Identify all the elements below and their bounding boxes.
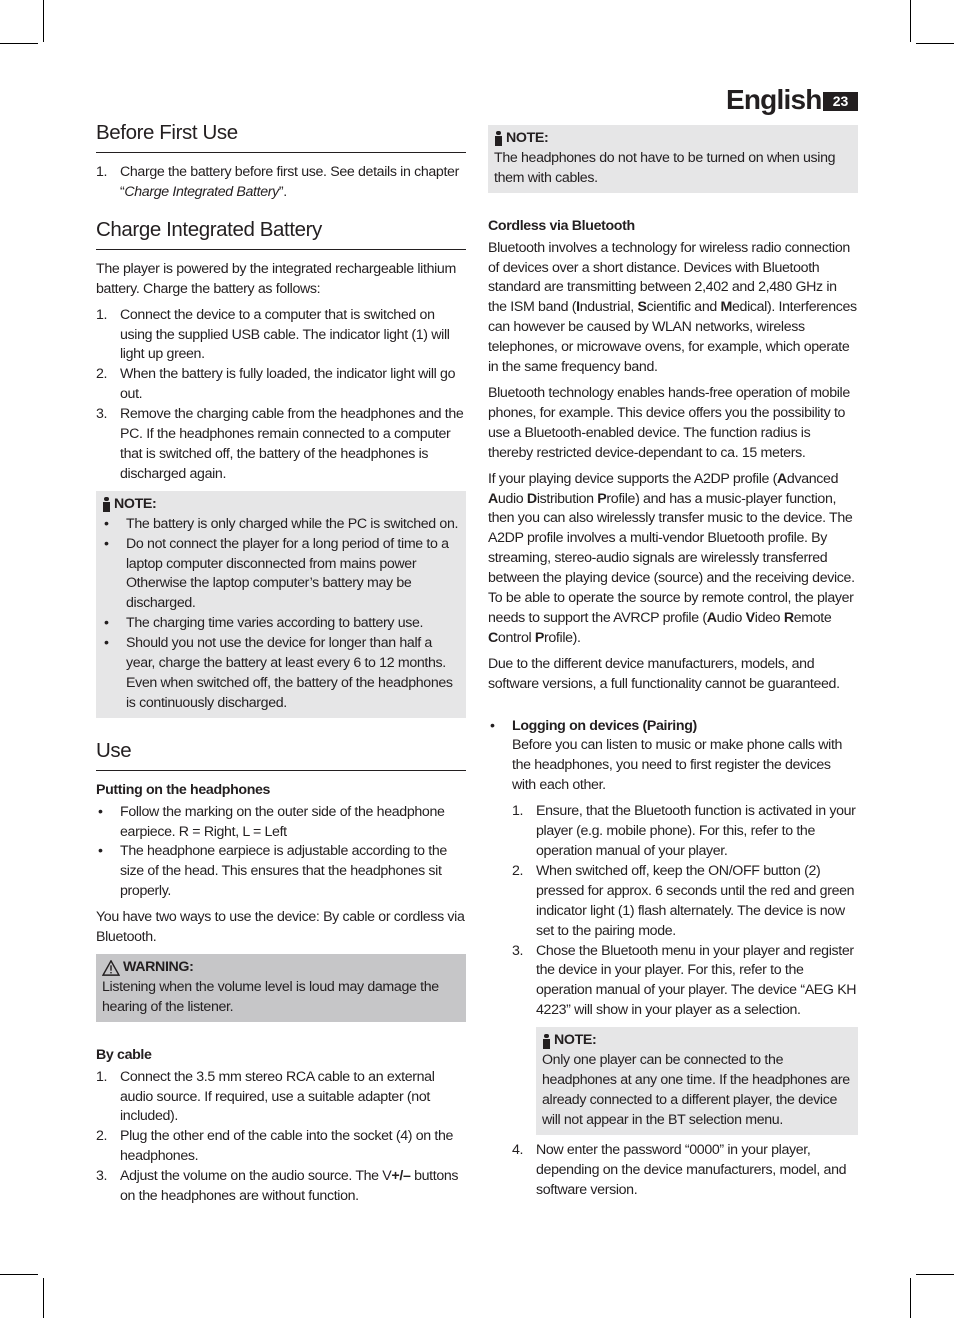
bullet: • xyxy=(104,535,109,552)
note-list xyxy=(102,515,460,714)
info-icon xyxy=(494,131,503,146)
item-text: Remove the charging cable from the headphones and the PC. If the headphones remain connected to a computer that is switched off, the battery of the headphones is discharged again. xyxy=(120,406,464,482)
warning-header xyxy=(102,958,460,978)
pairing-title: Logging on devices (Pairing) xyxy=(512,717,697,734)
item-number: 3. xyxy=(512,942,524,959)
pairing-list xyxy=(488,717,858,1201)
note-header xyxy=(542,1031,852,1051)
item-text-end: ”. xyxy=(278,183,287,200)
item-number: 2. xyxy=(512,862,524,879)
steps-list xyxy=(96,1068,466,1168)
note-label: NOTE: xyxy=(554,1032,597,1049)
item-number: 3. xyxy=(96,1168,108,1185)
crop-mark xyxy=(916,1274,954,1275)
crop-mark xyxy=(43,0,44,42)
crop-mark xyxy=(0,43,38,44)
item-text: The headphone earpiece is adjustable according to the size of the head. This ensures that the headphones sit properly. xyxy=(120,843,447,900)
bullet: • xyxy=(104,515,109,532)
list-item xyxy=(96,1167,466,1207)
list-item xyxy=(102,614,460,634)
list-item xyxy=(512,1141,858,1201)
list-item xyxy=(96,365,466,405)
item-text: Ensure, that the Bluetooth function is activated in your player (e.g. mobile phone). For this, refer to the operation manual of your player. xyxy=(536,803,856,859)
item-number: 1. xyxy=(512,803,524,820)
item-number: 1. xyxy=(96,1068,108,1085)
steps-list xyxy=(96,306,466,485)
crop-mark xyxy=(910,1278,911,1318)
note-header xyxy=(102,495,460,515)
warning-icon xyxy=(102,960,120,976)
steps-list xyxy=(512,802,858,1021)
paragraph: Bluetooth technology enables hands-free operation of mobile phones, for example. This device offers you the possibility to use a Bluetooth-enabled device. The function radius is thereby restricted device-dependant to ca. 15 meters. xyxy=(488,384,850,461)
section-title: Charge Integrated Battery xyxy=(96,217,466,250)
item-number: 4. xyxy=(512,1141,524,1158)
subsection-title: Putting on the headphones xyxy=(96,781,271,798)
before-first-use-section xyxy=(96,120,466,203)
warning-box xyxy=(96,954,466,1022)
section-title: Use xyxy=(96,738,466,771)
item-text: Now enter the password “0000” in your player, depending on the device manufacturers, model, and software version. xyxy=(536,1141,847,1198)
right-column xyxy=(488,125,858,1200)
bullet: • xyxy=(104,615,109,632)
note-text: The headphones do not have to be turned on when using them with cables. xyxy=(494,149,836,186)
intro-text: The player is powered by the integrated rechargeable lithium battery. Charge the battery as follows: xyxy=(96,260,456,297)
item-text: Adjust the volume on the audio source. The V xyxy=(120,1168,392,1185)
paragraph: If your playing device supports the A2DP profile (Advanced Audio Distribution Profile) and has a music-player function, then you can also wirelessly transfer music to the device. The A2DP profile involves a multi-vendor Bluetooth profile. By streaming, stereo-audio signals are wirelessly transferred between the playing device (source) and the receiving device. To be able to operate the source by remote control, the player needs to support the AVRCP profile (Audio Video Remote Control Profile). xyxy=(488,470,855,646)
list-item xyxy=(102,515,460,535)
crop-mark xyxy=(0,1274,38,1275)
item-number: 1. xyxy=(96,164,108,180)
item-text: Charge the battery before first use. See details in chapter “ xyxy=(120,164,459,200)
item-text: When switched off, keep the ON/OFF button (2) pressed for approx. 6 seconds until the red and green indicator light (1) flash alternately. The device is now set to the pairing mode. xyxy=(536,862,855,939)
crop-mark xyxy=(43,1278,44,1318)
subsection-title: Cordless via Bluetooth xyxy=(488,217,635,234)
note-box xyxy=(96,491,466,718)
crop-mark xyxy=(910,0,911,42)
subsection-title: By cable xyxy=(96,1046,152,1063)
warning-text: Listening when the volume level is loud may damage the hearing of the listener. xyxy=(102,978,439,1015)
bullet-list xyxy=(96,803,466,903)
item-number: 2. xyxy=(96,1128,108,1145)
list-item xyxy=(512,942,858,1022)
note-header xyxy=(494,129,852,149)
list-item xyxy=(96,405,466,485)
chapter-reference: Charge Integrated Battery xyxy=(124,183,279,200)
steps-list xyxy=(512,1141,858,1201)
item-number: 2. xyxy=(96,366,108,383)
charge-battery-section xyxy=(96,217,466,718)
bullet: • xyxy=(98,843,103,860)
list-item xyxy=(512,802,858,862)
page-number: 23 xyxy=(823,92,858,111)
paragraph: Bluetooth involves a technology for wireless radio connection of devices over a short distance. Devices with Bluetooth standard are transmitting between 2,402 and 2,480 GHz in the ISM band (Industrial, Scientific and Medical). Interferences can however be caused by WLAN networks, wireless telephones, or microwave ovens, for example, which operate in the same frequency band. xyxy=(488,239,857,376)
item-text: The charging time varies according to battery use. xyxy=(126,615,424,632)
item-text: Should you not use the device for longer than half a year, charge the battery at least every 6 to 12 months. Even when switched off, the battery of the headphones is continuously discharged. xyxy=(126,635,453,711)
bullet: • xyxy=(98,803,103,820)
item-text: Connect the device to a computer that is switched on using the supplied USB cable. The indicator light (1) will light up green. xyxy=(120,306,450,363)
list-item xyxy=(96,306,466,366)
item-text: Plug the other end of the cable into the socket (4) on the headphones. xyxy=(120,1128,454,1165)
language-title: English xyxy=(726,84,822,115)
crop-mark xyxy=(916,43,954,44)
warning-label: WARNING: xyxy=(123,959,194,975)
item-text: Follow the marking on the outer side of the headphone earpiece. R = Right, L = Left xyxy=(120,803,445,840)
list-item xyxy=(512,862,858,942)
note-box xyxy=(488,125,858,193)
paragraph: Due to the different device manufacturers, models, and software versions, a full functionality cannot be guaranteed. xyxy=(488,655,840,692)
list-item xyxy=(96,842,466,902)
list-item xyxy=(96,1068,466,1128)
bullet: • xyxy=(104,635,109,652)
note-text: Only one player can be connected to the headphones at any one time. If the headphones are already connected to a different player, the device will not appear in the BT selection menu. xyxy=(542,1052,850,1128)
item-number: 1. xyxy=(96,306,108,323)
section-title: Before First Use xyxy=(96,120,466,153)
list-item xyxy=(96,1127,466,1167)
note-box xyxy=(536,1027,858,1135)
list-item xyxy=(96,803,466,843)
info-icon xyxy=(102,497,111,512)
list-item xyxy=(102,634,460,714)
info-icon xyxy=(542,1034,551,1049)
item-text: When the battery is fully loaded, the indicator light will go out. xyxy=(120,366,456,403)
list-item xyxy=(96,163,466,203)
steps-list xyxy=(96,1167,466,1207)
item-text: Do not connect the player for a long period of time to a laptop computer disconnected from mains power Otherwise the laptop computer’s battery may be discharged. xyxy=(126,535,449,612)
bullet: • xyxy=(490,717,495,734)
item-text: Connect the 3.5 mm stereo RCA cable to an external audio source. If required, use a suitable adapter (not included). xyxy=(120,1068,435,1125)
pairing-intro: Before you can listen to music or make phone calls with the headphones, you need to first register the devices with each other. xyxy=(512,737,843,794)
item-number: 3. xyxy=(96,406,108,423)
note-label: NOTE: xyxy=(114,495,157,512)
item-text: Chose the Bluetooth menu in your player and register the device in your player. For this, refer to the operation manual of your player. The device “AEG KH 4223” will show in your player as a selection. xyxy=(536,942,857,1019)
use-section xyxy=(96,738,466,1207)
volume-symbol: +/– xyxy=(391,1168,411,1185)
item-text-end: buttons on the headphones are without function. xyxy=(120,1168,459,1205)
paragraph: You have two ways to use the device: By cable or cordless via Bluetooth. xyxy=(96,909,465,946)
list-item xyxy=(488,717,858,1201)
steps-list xyxy=(96,163,466,203)
left-column xyxy=(96,120,466,1229)
note-label: NOTE: xyxy=(506,130,549,146)
item-text: The battery is only charged while the PC is switched on. xyxy=(126,515,459,532)
list-item xyxy=(102,535,460,615)
